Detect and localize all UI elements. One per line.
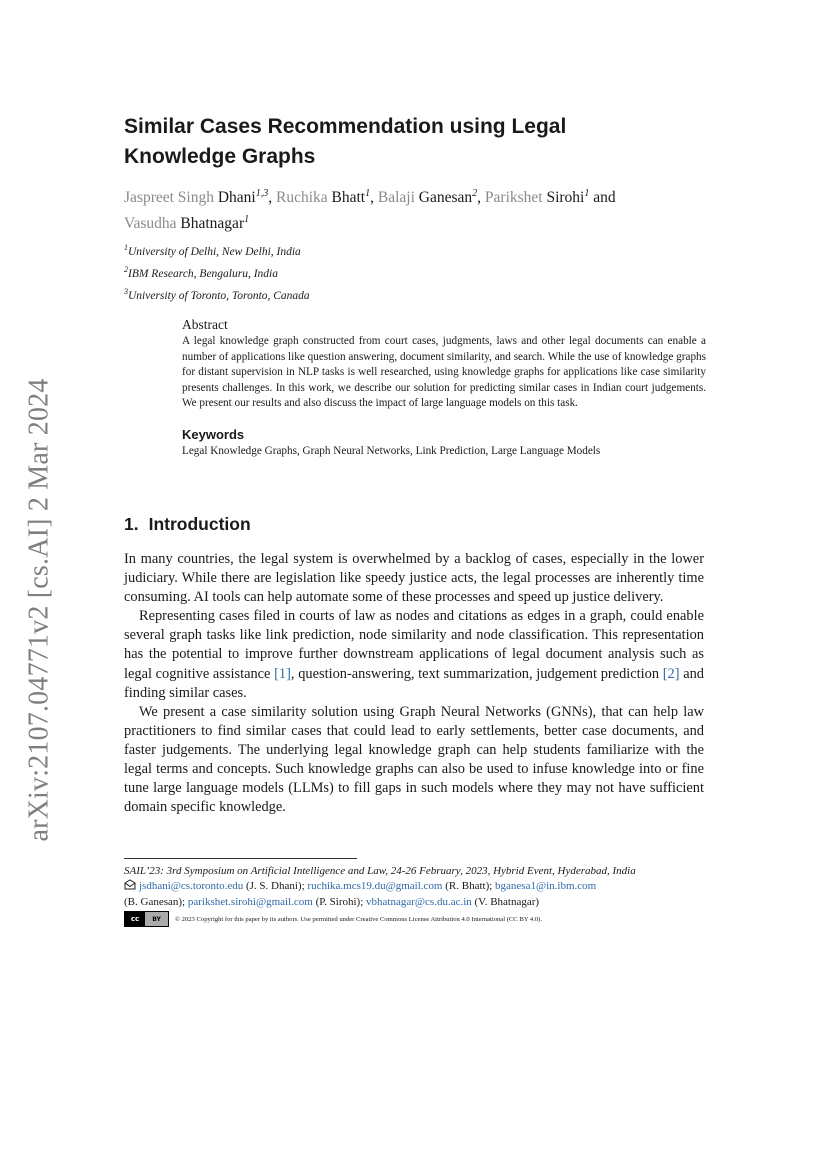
paragraph: Representing cases filed in courts of law as nodes and citations as edges in a graph, could enable several graph tasks like link prediction, node similarity and node classification. This representation has the potential to improve further downstream applications of legal document analysis such as legal cognitive assistance [1], question-answering, text summarization, judgement prediction [2] and finding similar cases. <box>124 608 704 701</box>
keywords-heading: Keywords <box>182 426 245 442</box>
citation-link[interactable]: [2] <box>662 665 680 682</box>
affiliation: $^2$IBM Research, Bengaluru, India <box>124 264 278 280</box>
title-line-1: Similar Cases Recommendation using Legal <box>124 115 567 138</box>
copyright-text: © 2023 Copyright for this paper by its authors. Use permitted under Creative Commons License Attribution 4.0 International (CC BY 4.0). <box>175 915 542 923</box>
mail-icon <box>124 879 136 890</box>
email-link[interactable]: vbhatnagar@cs.du.ac.in <box>366 895 472 908</box>
email-link[interactable]: jsdhani@cs.toronto.edu <box>139 880 244 893</box>
keywords-text: Legal Knowledge Graphs, Graph Neural Networks, Link Prediction, Large Language Models <box>182 444 601 457</box>
author-list <box>124 183 724 235</box>
affiliations <box>124 239 624 304</box>
arxiv-stamp-text: arXiv:2107.04771v2 [cs.AI] 2 Mar 2024 <box>24 378 56 842</box>
footnote-rule <box>124 858 357 859</box>
author: Vasudha Bhatnagar$^1$ <box>124 214 250 233</box>
footnotes <box>124 864 724 927</box>
email-link[interactable]: bganesa1@in.ibm.com <box>495 880 597 893</box>
abstract <box>182 316 706 460</box>
arxiv-stamp <box>20 375 60 845</box>
affiliation: $^1$University of Delhi, New Delhi, India <box>124 243 301 258</box>
email-link[interactable]: parikshet.sirohi@gmail.com <box>187 895 313 908</box>
introduction-body <box>124 550 704 817</box>
paper-title <box>124 112 684 172</box>
citation-link[interactable]: [1] <box>274 665 291 682</box>
cc-by-icon: cc BY <box>124 911 169 927</box>
copyright-line <box>124 911 724 927</box>
author: Parikshet Sirohi$^1$ and <box>484 188 616 207</box>
author: Ruchika Bhatt$^1$, <box>276 188 378 207</box>
section-title: Introduction <box>148 514 251 534</box>
affiliation: $^3$University of Toronto, Toronto, Canada <box>124 286 310 302</box>
author: Balaji Ganesan$^2$, <box>377 188 485 207</box>
section-number: 1. <box>124 514 139 534</box>
paragraph: In many countries, the legal system is overwhelmed by a backlog of cases, especially in the lower judiciary. While there are legislation like speedy justice acts, the legal processes are inherently time consuming. AI tools can help automate some of these processes and speed up justice delivery. <box>124 551 704 606</box>
abstract-text: A legal knowledge graph constructed from court cases, judgments, laws and other legal documents can enable a number of applications like question answering, document similarity, and search. While the use of knowledge graphs for distant supervision in NLP tasks is well researched, using knowledge graphs for applications like case similarity presents challenges. In this work, we describe our solution for predicting similar cases in Indian court judgements. We present our results and also discuss the impact of large language models on this task. <box>182 335 706 410</box>
section-heading <box>124 513 251 535</box>
abstract-heading: Abstract <box>182 317 228 332</box>
email-line: (B. Ganesan); parikshet.sirohi@gmail.com (P. Sirohi); vbhatnagar@cs.du.ac.in (V. Bhatnagar) <box>124 895 540 908</box>
email-link[interactable]: ruchika.mcs19.du@gmail.com <box>307 880 443 893</box>
email-line: jsdhani@cs.toronto.edu (J. S. Dhani); ruchika.mcs19.du@gmail.com (R. Bhatt); bganesa1@in.ibm.com <box>124 879 724 894</box>
title-line-2: Knowledge Graphs <box>124 145 316 168</box>
conference-note: SAIL’23: 3rd Symposium on Artificial Intelligence and Law, 24-26 February, 2023, Hybrid Event, Hyderabad, India <box>124 865 636 877</box>
author: Jaspreet Singh Dhani$^{1,3}$, <box>124 188 276 207</box>
paragraph: We present a case similarity solution using Graph Neural Networks (GNNs), that can help law practitioners to find similar cases that could lead to early settlements, better case documents, and faster judgements. The underlying legal knowledge graph can help students familiarize with the legal terms and concepts. Such knowledge graphs can also be used to infuse knowledge into or fine tune large language models (LLMs) to fill gaps in such models where they may not have sufficient domain specific knowledge. <box>124 703 704 816</box>
